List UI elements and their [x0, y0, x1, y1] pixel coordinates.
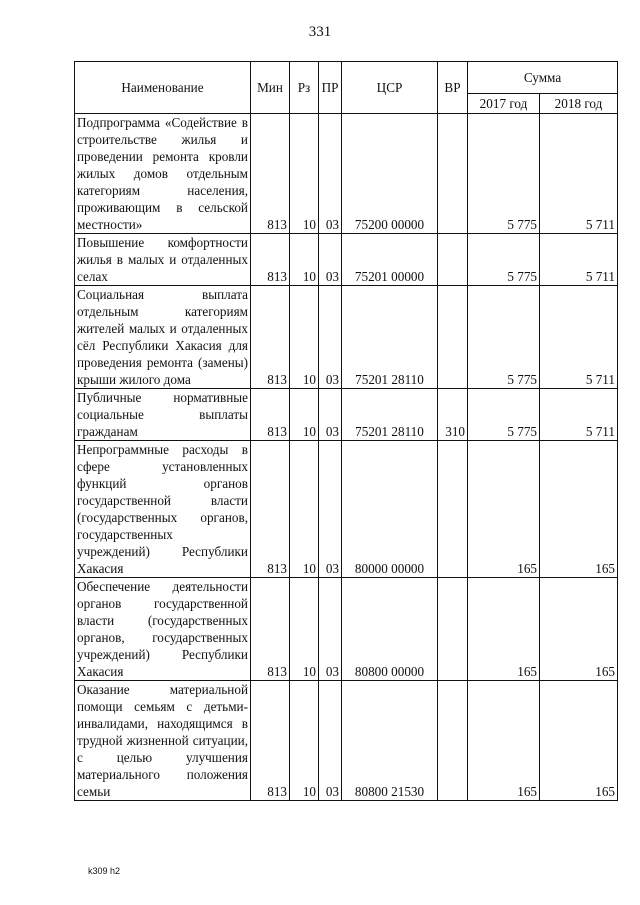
- cell-name: Социальная выплата отдельным категориям жителей малых и отдаленных сёл Республики Хакасия для проведения ремонта (замены) крыши жилого дома: [75, 286, 251, 389]
- header-2017: 2017 год: [468, 94, 540, 114]
- header-name: Наименование: [75, 62, 251, 114]
- cell-csr: 80000 00000: [342, 441, 438, 578]
- cell-csr: 75201 00000: [342, 234, 438, 286]
- cell-2017: 5 775: [468, 234, 540, 286]
- cell-vr: [438, 234, 468, 286]
- cell-min: 813: [251, 441, 290, 578]
- cell-pr: 03: [319, 114, 342, 234]
- cell-vr: [438, 114, 468, 234]
- cell-csr: 75200 00000: [342, 114, 438, 234]
- cell-name: Подпрограмма «Содействие в строительстве жилья и проведении ремонта кровли жилых домов отдельным категориям населения, проживающим в сельской местности»: [75, 114, 251, 234]
- cell-pr: 03: [319, 681, 342, 801]
- cell-vr: [438, 578, 468, 681]
- cell-2018: 165: [540, 441, 618, 578]
- table-row: [75, 681, 618, 801]
- header-csr: ЦСР: [342, 62, 438, 114]
- cell-rz: 10: [290, 234, 319, 286]
- cell-2017: 5 775: [468, 286, 540, 389]
- cell-rz: 10: [290, 578, 319, 681]
- cell-min: 813: [251, 578, 290, 681]
- header-sum: Сумма: [468, 62, 618, 94]
- cell-2018: 5 711: [540, 234, 618, 286]
- cell-rz: 10: [290, 389, 319, 441]
- cell-min: 813: [251, 286, 290, 389]
- cell-2017: 165: [468, 578, 540, 681]
- table-row: [75, 286, 618, 389]
- cell-2018: 165: [540, 578, 618, 681]
- budget-table: [74, 61, 618, 801]
- header-rz: Рз: [290, 62, 319, 114]
- cell-2017: 5 775: [468, 389, 540, 441]
- table-header: [75, 62, 618, 114]
- cell-name: Оказание материальной помощи семьям с детьми-инвалидами, находящимся в трудной жизненной ситуации, с целью улучшения материального положения семьи: [75, 681, 251, 801]
- cell-csr: 75201 28110: [342, 286, 438, 389]
- header-pr: ПР: [319, 62, 342, 114]
- cell-2017: 5 775: [468, 114, 540, 234]
- cell-csr: 80800 00000: [342, 578, 438, 681]
- cell-csr: 80800 21530: [342, 681, 438, 801]
- cell-pr: 03: [319, 389, 342, 441]
- cell-name: Публичные нормативные социальные выплаты гражданам: [75, 389, 251, 441]
- cell-vr: [438, 441, 468, 578]
- cell-pr: 03: [319, 286, 342, 389]
- cell-name: Повышение комфортности жилья в малых и отдаленных селах: [75, 234, 251, 286]
- cell-2017: 165: [468, 441, 540, 578]
- table-row: [75, 578, 618, 681]
- cell-pr: 03: [319, 234, 342, 286]
- cell-min: 813: [251, 234, 290, 286]
- header-min: Мин: [251, 62, 290, 114]
- cell-rz: 10: [290, 286, 319, 389]
- cell-name: Непрограммные расходы в сфере установленных функций органов государственной власти (государственных органов, государственных учреждений) Республики Хакасия: [75, 441, 251, 578]
- footer-code: k309 h2: [88, 866, 121, 876]
- cell-rz: 10: [290, 441, 319, 578]
- cell-2018: 5 711: [540, 286, 618, 389]
- cell-min: 813: [251, 114, 290, 234]
- cell-vr: [438, 286, 468, 389]
- table-row: [75, 114, 618, 234]
- cell-rz: 10: [290, 114, 319, 234]
- header-2018: 2018 год: [540, 94, 618, 114]
- cell-2018: 165: [540, 681, 618, 801]
- table-row: [75, 441, 618, 578]
- cell-name: Обеспечение деятельности органов государственной власти (государственных органов, государственных учреждений) Республики Хакасия: [75, 578, 251, 681]
- cell-2017: 165: [468, 681, 540, 801]
- cell-rz: 10: [290, 681, 319, 801]
- cell-csr: 75201 28110: [342, 389, 438, 441]
- cell-pr: 03: [319, 441, 342, 578]
- cell-2018: 5 711: [540, 114, 618, 234]
- header-vr: ВР: [438, 62, 468, 114]
- cell-pr: 03: [319, 578, 342, 681]
- cell-vr: 310: [438, 389, 468, 441]
- table-row: [75, 389, 618, 441]
- cell-min: 813: [251, 389, 290, 441]
- cell-vr: [438, 681, 468, 801]
- cell-min: 813: [251, 681, 290, 801]
- table-row: [75, 234, 618, 286]
- page-number: 331: [308, 24, 332, 40]
- cell-2018: 5 711: [540, 389, 618, 441]
- table-body: [75, 114, 618, 801]
